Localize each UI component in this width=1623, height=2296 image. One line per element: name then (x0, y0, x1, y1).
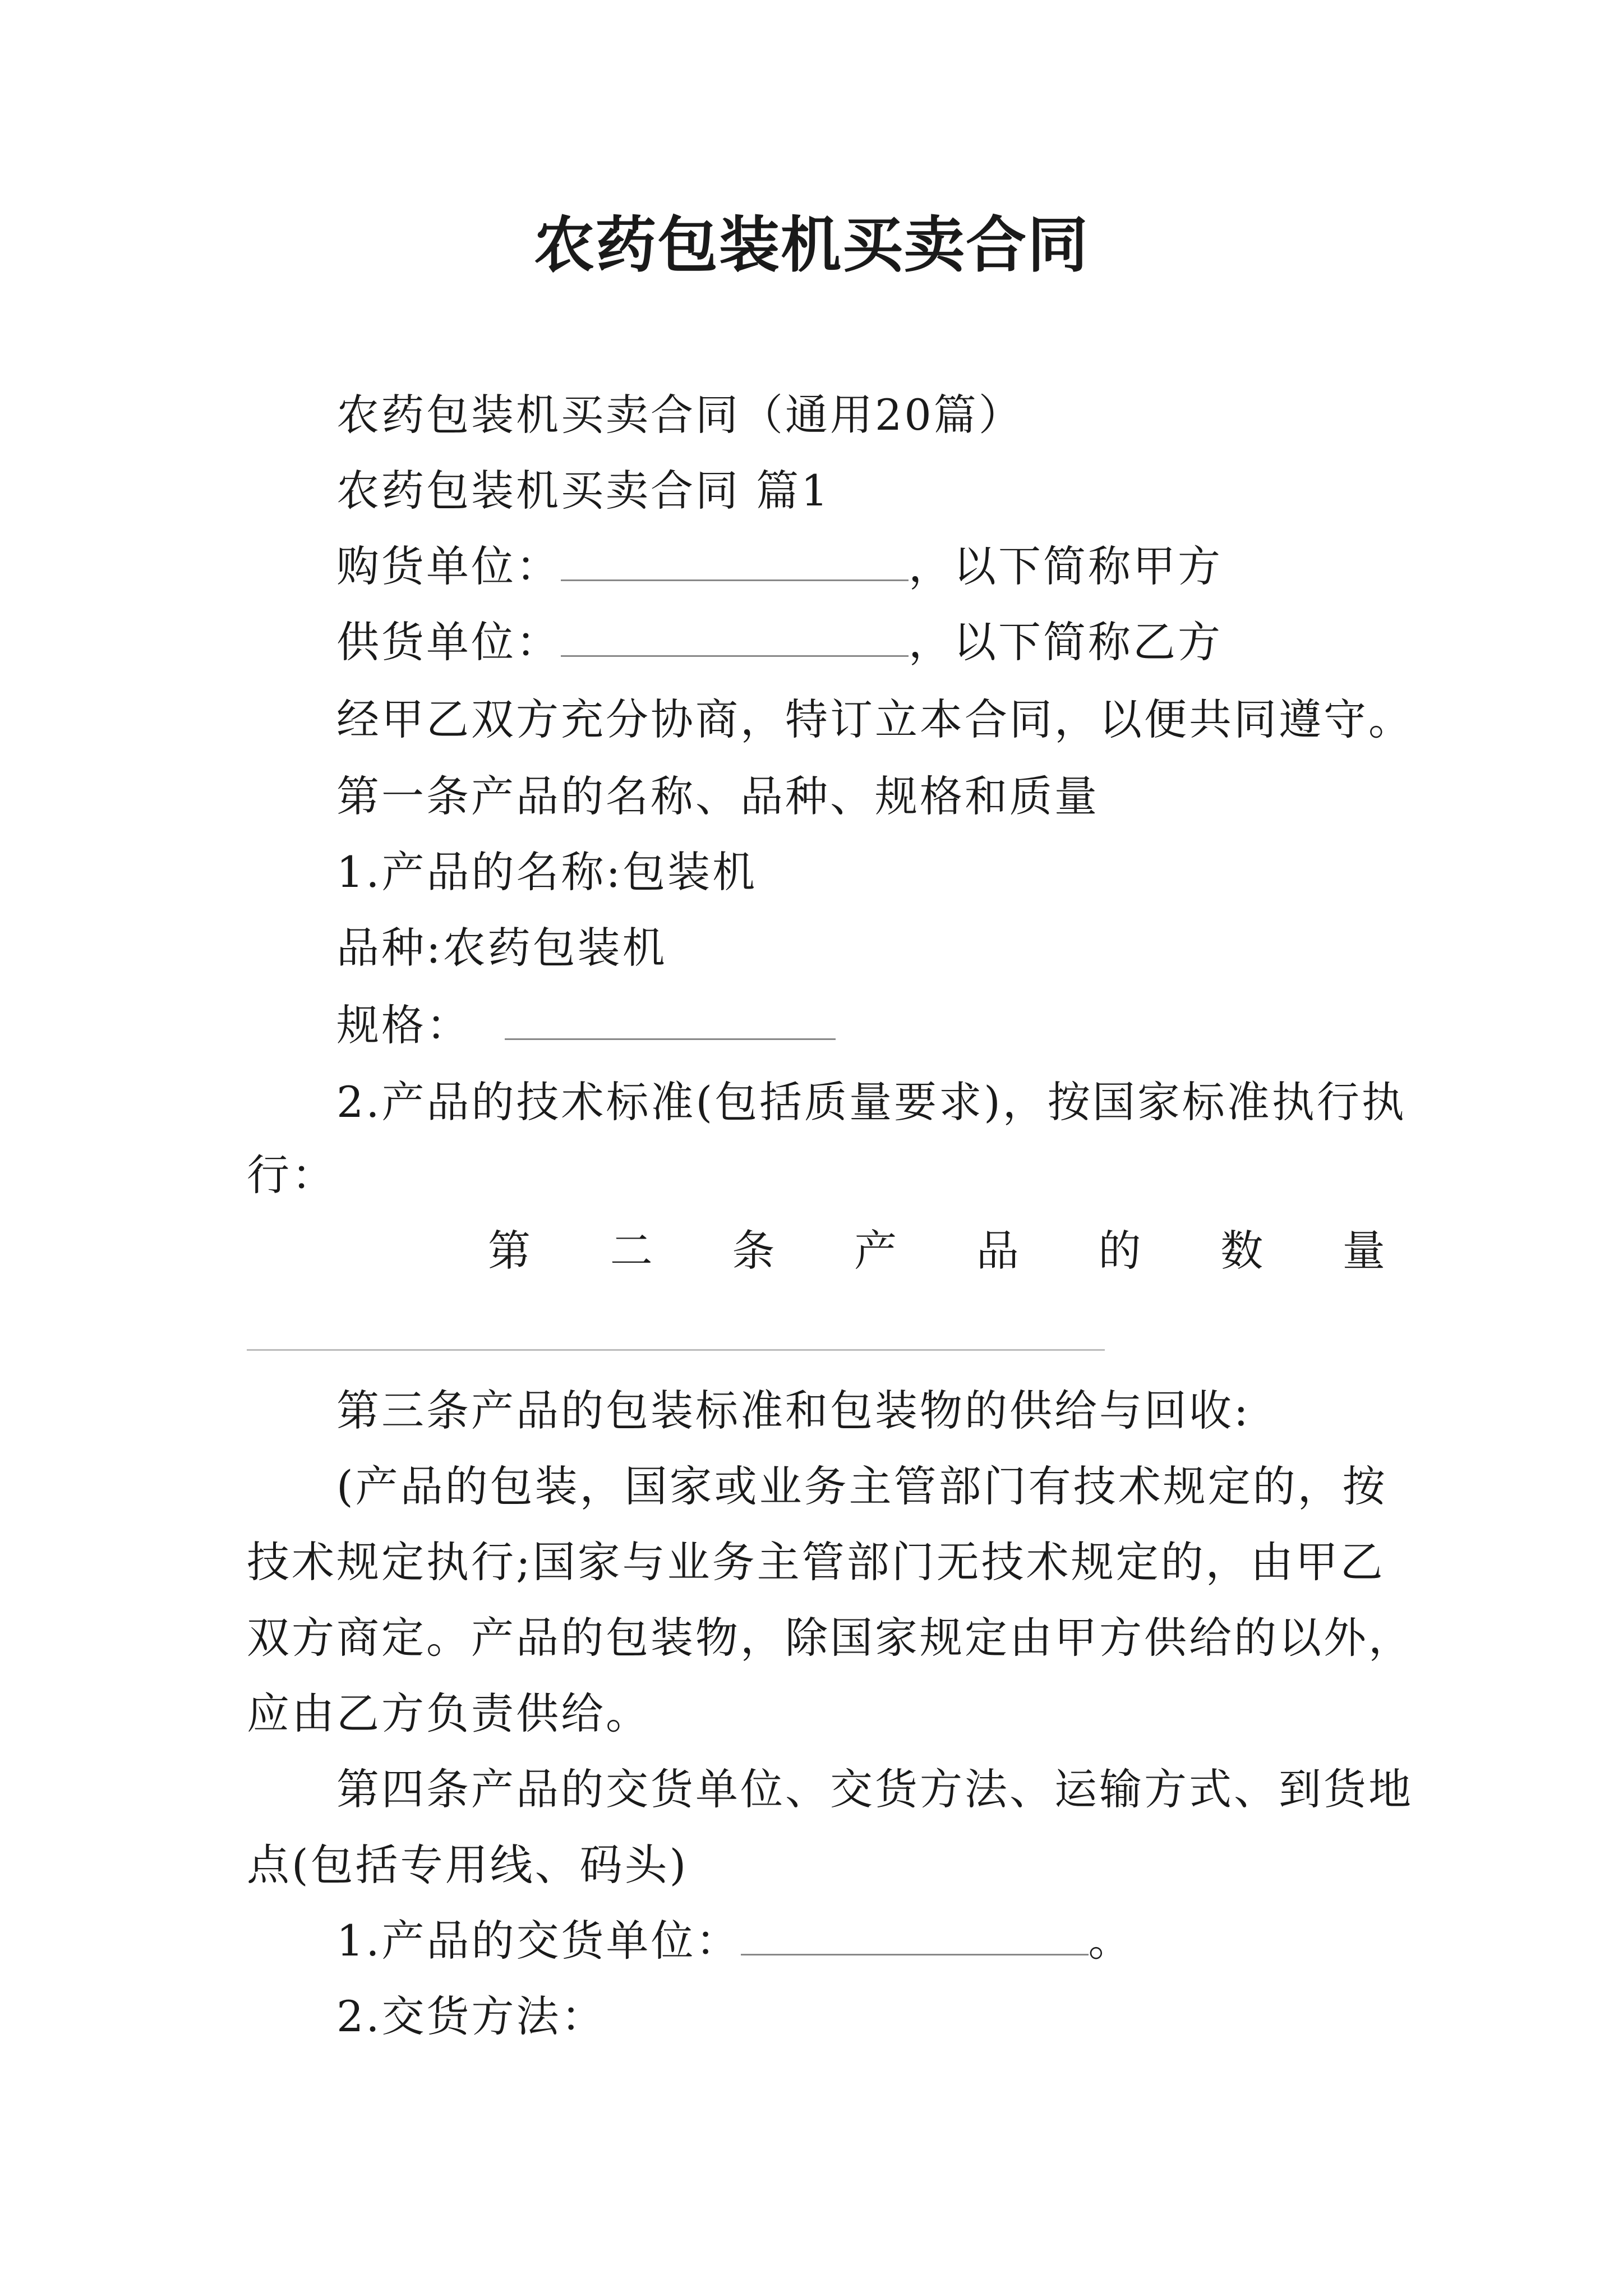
article4-item1-line (336, 1913, 1133, 1969)
article2-char: 二 (610, 1226, 653, 1276)
delivery-unit-label: 1.产品的交货单位： (336, 1916, 741, 1966)
article4-heading-line1: 第四条产品的交货单位、交货方法、运输方式、到货地 (336, 1764, 1413, 1814)
article3-line2: 技术规定执行;国家与业务主管部门无技术规定的，由甲乙 (247, 1537, 1385, 1587)
article4-heading-line2: 点(包括专用线、码头) (247, 1840, 689, 1890)
buyer-label: 购货单位： (336, 541, 561, 591)
article3-line3: 双方商定。产品的包装物，除国家规定由甲方供给的以外， (247, 1613, 1413, 1663)
seller-label: 供货单位： (336, 617, 561, 667)
article1-item2-line1: 2.产品的技术标准(包括质量要求)，按国家标准执行执 (336, 1077, 1407, 1127)
article2-char: 的 (1098, 1226, 1141, 1276)
article1-item2-line2: 行： (247, 1150, 336, 1200)
seller-blank (561, 616, 909, 657)
article2-blank-line (247, 1349, 1105, 1351)
buyer-blank (561, 540, 909, 581)
article1-variety: 品种:农药包装机 (336, 923, 667, 973)
article2-heading (488, 1223, 1385, 1279)
article2-char: 第 (488, 1226, 531, 1276)
spec-blank (505, 999, 836, 1040)
article1-spec-line (336, 997, 836, 1053)
document-title: 农药包装机买卖合同 (533, 210, 1089, 280)
article2-char: 品 (976, 1226, 1019, 1276)
article2-char: 条 (732, 1226, 775, 1276)
buyer-suffix: ，以下简称甲方 (909, 541, 1223, 591)
chapter-heading: 农药包装机买卖合同 篇1 (336, 466, 831, 516)
article3-heading: 第三条产品的包装标准和包装物的供给与回收: (336, 1386, 1251, 1435)
spec-label: 规格： (336, 1000, 471, 1050)
article3-line1: (产品的包装，国家或业务主管部门有技术规定的，按 (336, 1461, 1387, 1511)
seller-line (336, 614, 1223, 670)
delivery-unit-blank (741, 1915, 1089, 1955)
delivery-unit-suffix: 。 (1088, 1916, 1133, 1966)
intro-paragraph: 经甲乙双方充分协商，特订立本合同，以便共同遵守。 (336, 694, 1413, 744)
article2-char: 量 (1342, 1226, 1385, 1276)
article2-char: 数 (1220, 1226, 1264, 1276)
article2-char: 产 (854, 1226, 897, 1276)
article3-line4: 应由乙方负责供给。 (247, 1688, 651, 1738)
article1-heading: 第一条产品的名称、品种、规格和质量 (336, 771, 1099, 821)
article4-item2: 2.交货方法： (336, 1991, 606, 2041)
document-subtitle: 农药包装机买卖合同（通用20篇） (336, 390, 1023, 440)
buyer-line (336, 539, 1223, 595)
seller-suffix: ，以下简称乙方 (909, 617, 1223, 667)
article1-item1: 1.产品的名称:包装机 (336, 847, 758, 897)
